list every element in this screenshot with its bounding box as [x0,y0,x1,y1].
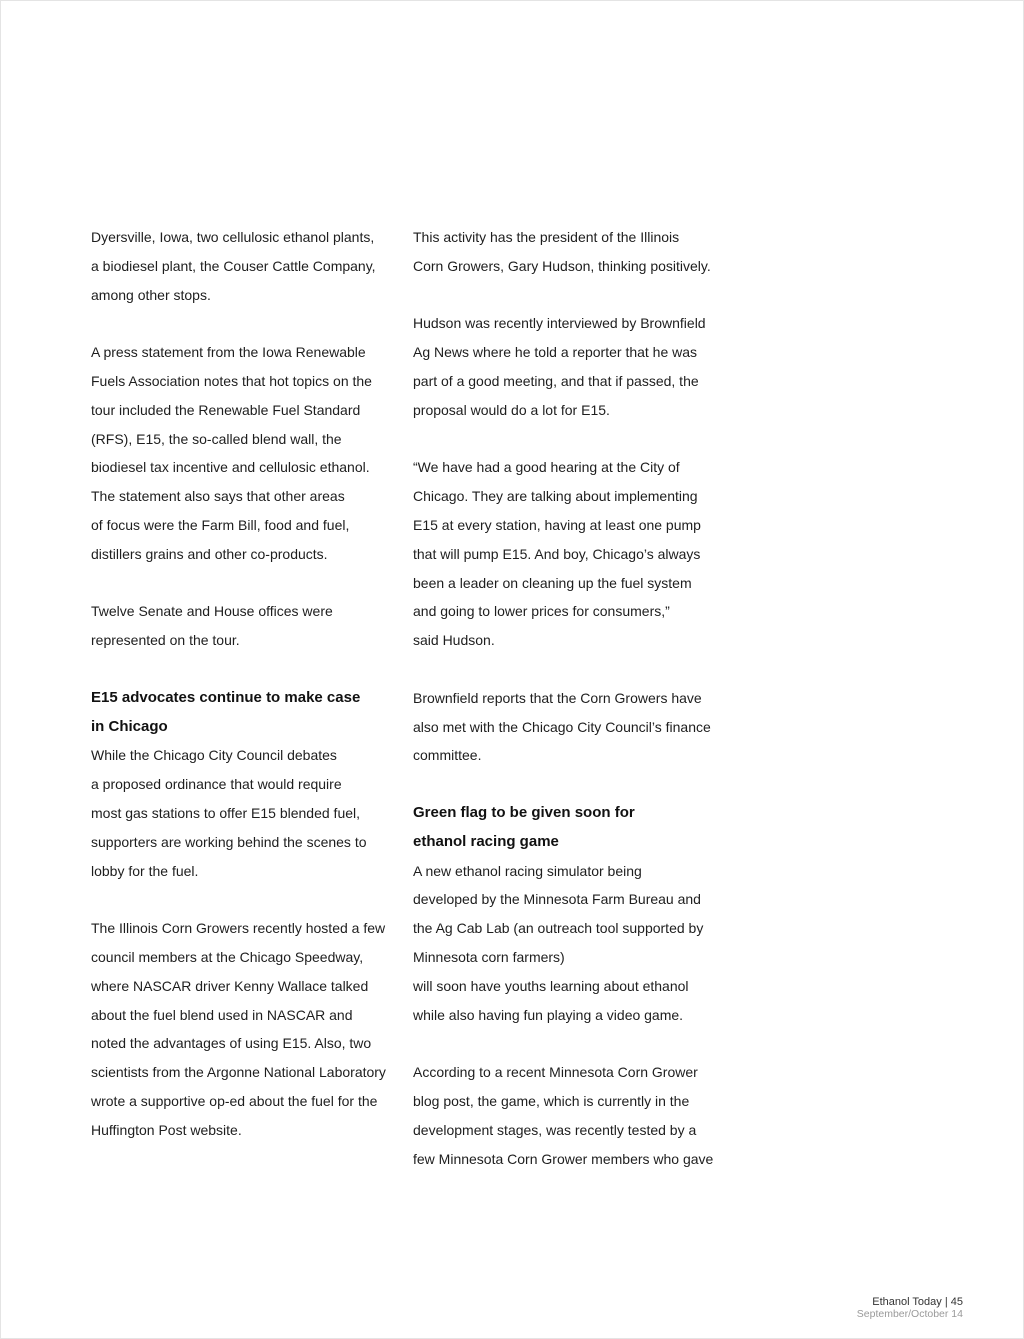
paragraph-gap [91,655,391,684]
paragraph-gap [413,1029,713,1058]
paragraph-gap [91,569,391,598]
text-line: among other stops. [91,286,211,303]
text-line: most gas stations to offer E15 blended fuel, [91,804,361,821]
text-line: lobby for the fuel. [91,862,199,879]
right-column [413,223,713,1173]
text-line: committee. [413,747,482,764]
text-line: development stages, was recently tested by a [413,1121,697,1138]
text-line: Minnesota corn farmers) [413,948,565,965]
text-line: Huffington Post website. [91,1121,242,1138]
text-line: proposal would do a lot for E15. [413,401,610,418]
paragraph-gap [413,281,713,310]
text-line: few Minnesota Corn Grower members who gave [413,1150,714,1167]
text-line: (RFS), E15, the so-called blend wall, the [91,430,342,447]
text-line: supporters are working behind the scenes to [91,833,367,850]
text-line: The statement also says that other areas [91,488,345,505]
text-line: about the fuel blend used in NASCAR and [91,1006,353,1023]
text-line: represented on the tour. [91,632,240,649]
paragraph-intro [91,223,391,309]
text-line: While the Chicago City Council debates [91,747,337,764]
heading-line: Green flag to be given soon for [413,803,635,821]
text-line: distillers grains and other co-products. [91,545,328,562]
text-line: E15 at every station, having at least one pump [413,516,701,533]
text-line: This activity has the president of the Illinois [413,229,680,245]
text-line: been a leader on cleaning up the fuel system [413,574,692,591]
text-line: of focus were the Farm Bill, food and fuel, [91,516,350,533]
paragraph-racing-simulator [413,857,713,1030]
text-line: noted the advantages of using E15. Also, two [91,1035,372,1052]
text-line: while also having fun playing a video game. [413,1006,684,1023]
text-line: scientists from the Argonne National Laboratory [91,1064,386,1081]
paragraph-senate-offices [91,597,391,655]
heading-line: ethanol racing game [413,832,559,850]
text-line: the Ag Cab Lab (an outreach tool supported by [413,920,704,937]
text-line: Corn Growers, Gary Hudson, thinking positively. [413,257,711,274]
page-number: 45 [950,1296,963,1308]
footer-folio [857,1296,963,1308]
text-line: A press statement from the Iowa Renewable [91,344,366,361]
text-line: Twelve Senate and House offices were [91,603,333,620]
text-line: According to a recent Minnesota Corn Grower [413,1064,698,1081]
text-line: Dyersville, Iowa, two cellulosic ethanol plants, [91,229,375,245]
text-line: will soon have youths learning about ethanol [413,977,689,994]
heading-line: in Chicago [91,717,168,735]
text-line: and going to lower prices for consumers,” [413,603,670,620]
heading-line: E15 advocates continue to make case [91,688,361,706]
paragraph-gap [413,770,713,799]
text-line: also met with the Chicago City Council’s finance [413,718,711,735]
paragraph-gap [413,655,713,684]
text-line: council members at the Chicago Speedway, [91,948,364,965]
paragraph-gap [91,885,391,914]
paragraph-press-statement [91,338,391,568]
paragraph-brownfield-reports [413,684,713,770]
text-line: blog post, the game, which is currently in the [413,1092,690,1109]
paragraph-chicago-council [91,741,391,885]
text-line: that will pump E15. And boy, Chicago’s always [413,545,701,562]
section-heading-green-flag [413,799,713,857]
paragraph-gap [413,425,713,454]
paragraph-activity [413,223,713,281]
text-line: Hudson was recently interviewed by Brownfield [413,315,706,332]
text-line: biodiesel tax incentive and cellulosic ethanol. [91,459,370,476]
text-line: a proposed ordinance that would require [91,776,342,793]
paragraph-illinois-corn-growers [91,914,391,1144]
text-line: a biodiesel plant, the Couser Cattle Company, [91,257,376,274]
paragraph-gap [91,309,391,338]
text-line: Brownfield reports that the Corn Growers have [413,689,702,706]
text-line: Fuels Association notes that hot topics on the [91,372,372,389]
paragraph-hudson-quote [413,453,713,655]
text-line: developed by the Minnesota Farm Bureau and [413,891,701,908]
text-line: where NASCAR driver Kenny Wallace talked [91,977,369,994]
left-column [91,223,391,1145]
text-line: wrote a supportive op-ed about the fuel for the [91,1092,378,1109]
section-heading-e15-chicago [91,684,391,742]
folio-separator: | [944,1296,948,1308]
text-line: part of a good meeting, and that if passed, the [413,372,699,389]
text-line: “We have had a good hearing at the City of [413,459,680,476]
page-footer [857,1296,963,1320]
text-line: Ag News where he told a reporter that he was [413,344,698,361]
text-line: Chicago. They are talking about implementing [413,488,698,505]
paragraph-blog-post [413,1058,713,1173]
paragraph-hudson-interview [413,309,713,424]
text-line: tour included the Renewable Fuel Standard [91,401,361,418]
text-line: A new ethanol racing simulator being [413,862,642,879]
text-line: said Hudson. [413,632,495,649]
text-line: The Illinois Corn Growers recently hosted a few [91,920,386,937]
publication-name: Ethanol Today [872,1296,942,1308]
issue-date: September/October 14 [856,1308,963,1320]
